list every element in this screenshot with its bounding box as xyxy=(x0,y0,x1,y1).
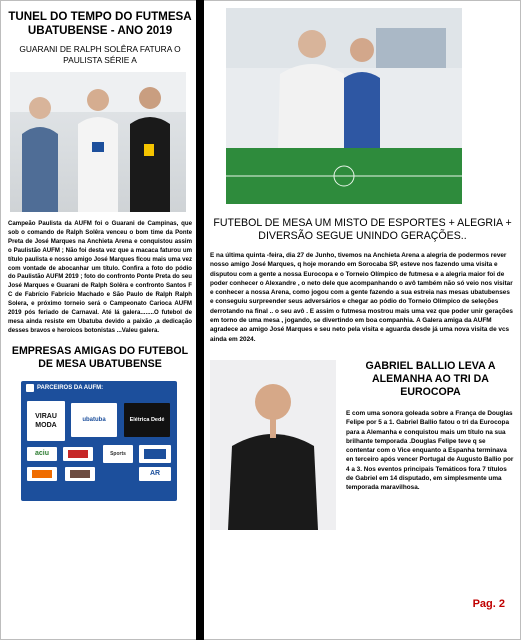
sponsors-banner xyxy=(21,381,177,501)
sponsor-logo-2-icon xyxy=(68,450,88,458)
sponsor-logo-4 xyxy=(139,445,171,463)
article1-title: FUTEBOL DE MESA UM MISTO DE ESPORTES + ALEGRIA + DIVERSÃO SEGUE UNINDO GERAÇÕES.. xyxy=(213,217,512,242)
sponsors-title: EMPRESAS AMIGAS DO FUTEBOL DE MESA UBATUBENSE xyxy=(11,344,189,370)
sponsor-ubatuba xyxy=(71,403,117,437)
gabriel-photo-figure xyxy=(210,360,336,530)
sponsors-header xyxy=(21,381,177,395)
article-subtitle: GUARANI DE RALPH SOLÊRA FATURA O PAULISTA SÉRIE A xyxy=(19,44,181,65)
sponsor-logo-6 xyxy=(65,467,95,481)
gabriel-photo xyxy=(210,360,336,530)
article2-title: GABRIEL BALLIO LEVA A ALEMANHA AO TRI DA EUROCOPA xyxy=(365,359,496,398)
article1-body: E na última quinta -feira, dia 27 de Junho, tivemos na Anchieta Arena a alegria de podermos rever nosso amigo José Marques, q hoje morando em Sorocaba SP, esteve nos fazendo uma visita e disputou com a gente a nossa Eurocopa e o Torneio Olímpico de futmesa e a alegria maior foi de poder conhecer o Alexandre , o neto dele que acompanhando o avô também não só veio nos visitar e conhecer a nossa Arena, como jogou com a gente fazendo a sua estreia nas mesas ubatubenses e conseguiu surpreender seus adversários e chegar ao pódio do Torneio Olímpico de seleções derrotando na final .. o seu avô . E assim o futmesa mostrou mais uma vez que poder unir gerações em torno de uma mesa , jogando, se divertindo em boa companhia. A Galera amiga da AUFM agradece ao amigo José Marques e seu neto pela visita e aguarda desde já uma nova visita de vcs ainda em 2024. xyxy=(210,252,513,343)
sponsor-viralmoda: VIRAU MODA xyxy=(27,401,65,441)
article2-text xyxy=(346,360,515,530)
sponsor-logo-5 xyxy=(27,467,57,481)
article2-body: E com uma sonora goleada sobre a França de Douglas Felipe por 5 a 1. Gabriel Ballio fatou o tri da Eurocopa para a Alemanha e conquistou mais um título na sua brilhante temporada .Douglas Felipe teve q se contentar com o Vice enquanto a Espanha terminava en terceiro após vencer Portugal de Augusto Ballio por 4 a 3. Nos eventos principais Temáticos fora 7 títulos de Gabriel em 14 disputado, em simplesmente uma temporada maravilhosa. xyxy=(346,409,514,492)
page-title: TUNEL DO TEMPO DO FUTMESA UBATUBENSE - ANO 2019 xyxy=(8,10,192,37)
column-divider xyxy=(196,0,204,640)
left-column xyxy=(8,8,192,501)
sponsor-ar: AR xyxy=(139,467,171,481)
sponsor-logo-6-icon xyxy=(70,470,90,478)
sponsor-aciu: aciu xyxy=(27,447,57,461)
podium-photo xyxy=(10,72,186,212)
sponsor-logo-2 xyxy=(63,447,93,461)
sponsor-logo-4-icon xyxy=(144,449,166,459)
podium-photo-figures xyxy=(10,72,186,212)
table-football-photo-scene xyxy=(226,8,462,204)
page-number: Pag. 2 xyxy=(472,598,505,610)
sponsor-ubatuba-label: ubatuba xyxy=(82,416,106,423)
sponsor-sports: Sports xyxy=(103,445,133,463)
table-football-photo xyxy=(226,8,462,204)
sponsor-eletrica-label: Elétrica Dedé xyxy=(129,416,165,423)
right-column xyxy=(210,8,515,530)
aufm-badge-icon xyxy=(26,384,34,392)
sponsor-logo-5-icon xyxy=(32,470,52,478)
sponsor-eletrica xyxy=(124,403,170,437)
article-body-left: Campeão Paulista da AUFM foi o Guarani de Campinas, que sob o comando de Ralph Solêra venceu o bom time da Ponte Preta de José Marques na Anchieta Arena e conquistou assim o Paulistão AUFM ; Não foi desta vez que a macaca faturou um título paulista e nosso amigo José Marques ficou mais uma vez com vontade de abocanhar um título. Confira a foto do pódio do Paulistão AUFM 2019 ; foto do confronto Ponte Preta do seu José Marques e Guarani de Ralph Solêra e confronto Santos F C de Fabrício Fabrício Machado e São Paulo de Ralph Ralph Solera, e próximo torneio será o Campeonato Carioca AUFM 2019 pós feriado de Carnaval. Até lá galera........O futebol de mesa ainda resiste em Ubatuba devido a paixão ,a dedicação desses bravos e heroicos botonistas ...Valeu galera. xyxy=(8,220,192,334)
sponsors-header-label: PARCEIROS DA AUFM: xyxy=(37,384,104,391)
article2-row xyxy=(210,360,515,530)
